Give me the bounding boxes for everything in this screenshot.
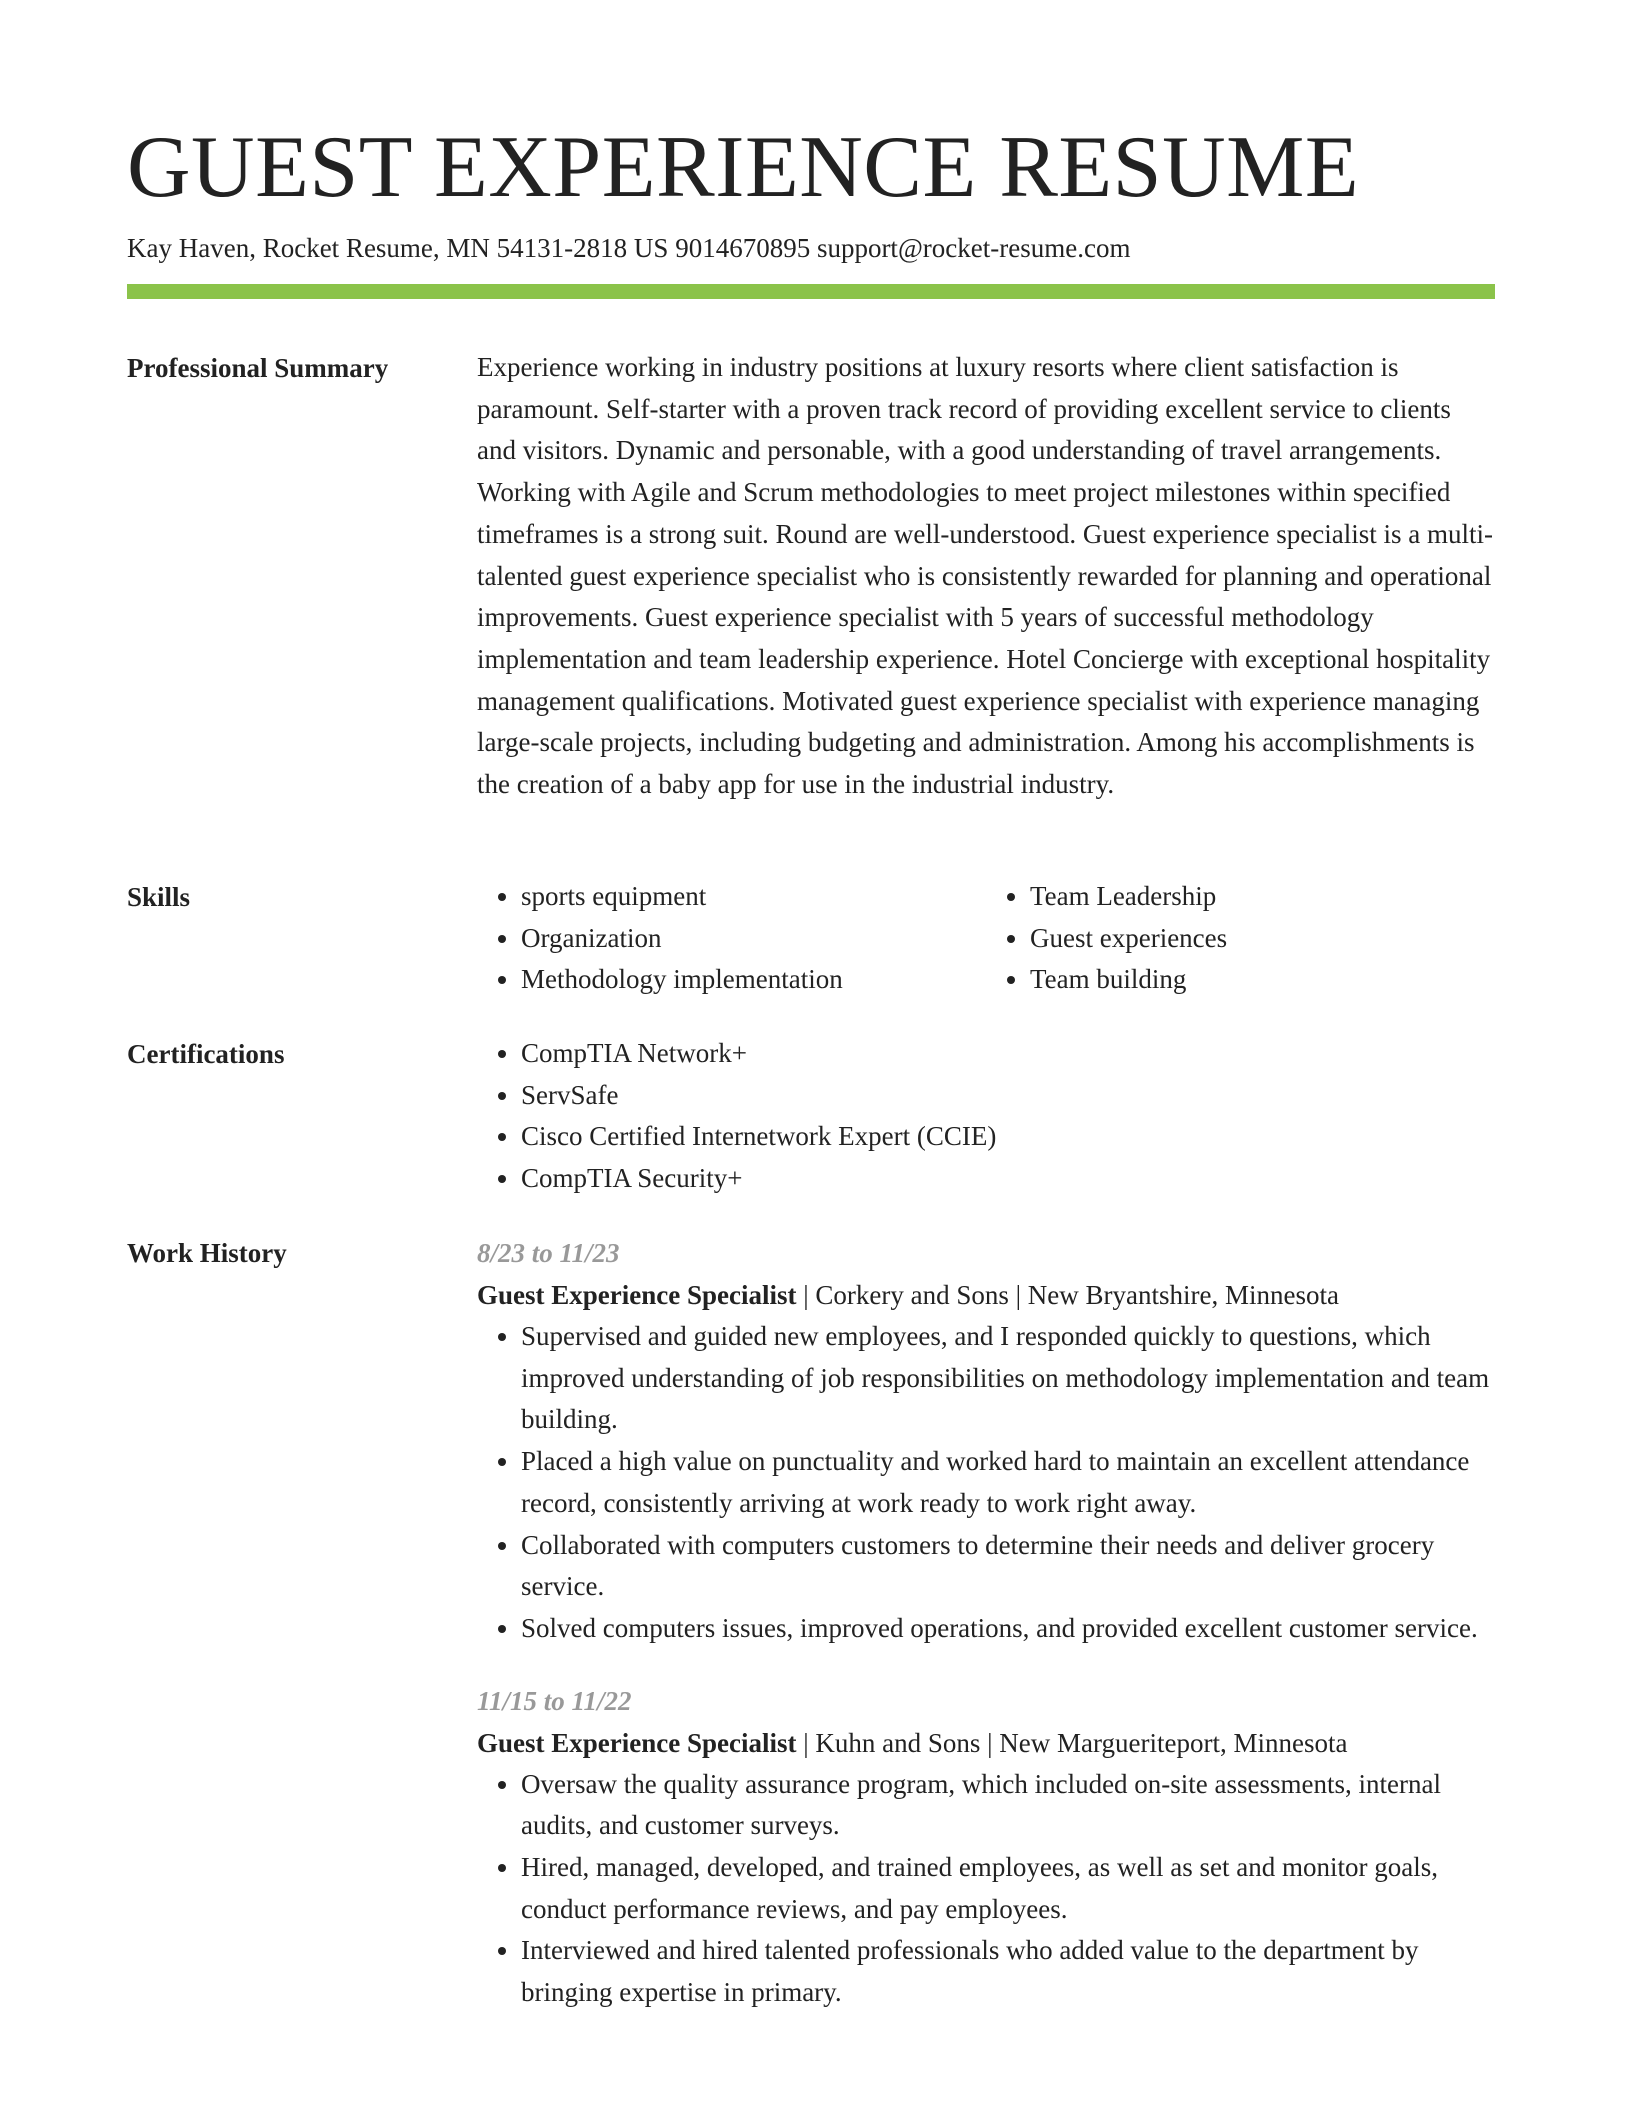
job-details: | Corkery and Sons | New Bryantshire, Minnesota <box>796 1280 1339 1310</box>
certifications-list <box>477 1033 1495 1200</box>
job-bullet: • Interviewed and hired talented professionals who added value to the department by bringing expertise in primary. <box>521 1930 1495 2013</box>
job-title: Guest Experience Specialist <box>477 1280 797 1310</box>
job-bullet: • Supervised and guided new employees, and I responded quickly to questions, which improved understanding of job responsibilities on methodology implementation and team building. <box>521 1316 1495 1441</box>
job-bullets <box>477 1764 1495 2014</box>
job-details: | Kuhn and Sons | New Margueriteport, Minnesota <box>796 1727 1348 1758</box>
job-bullet: • Oversaw the quality assurance program, which included on-site assessments, internal audits, and customer surveys. <box>521 1764 1495 1847</box>
skills-list-left <box>477 876 986 1001</box>
work-history-body <box>477 1232 1495 2014</box>
certification-item: • CompTIA Network+ <box>521 1033 1495 1075</box>
skill-item: • Organization <box>521 918 986 960</box>
contact-name: Kay Haven, <box>127 233 256 263</box>
skill-item: • Team building <box>1030 959 1495 1001</box>
summary-text: Experience working in industry positions at luxury resorts where client satisfaction is paramount. Self-starter with a proven track record of providing excellent service to clients and visitors. Dynamic and personable, with a good understanding of travel arrangements. Working with Agile and Scrum methodologies to meet project milestones within specified timeframes is a strong suit. Round are well-understood. Guest experience specialist is a multi-talented guest experience specialist who is consistently rewarded for planning and operational improvements. Guest experience specialist with 5 years of successful methodology implementation and team leadership experience. Hotel Concierge with exceptional hospitality management qualifications. Motivated guest experience specialist with experience managing large-scale projects, including budgeting and administration. Among his accomplishments is the creation of a baby app for use in the industrial industry. <box>477 352 1493 800</box>
skill-item: • Guest experiences <box>1030 918 1495 960</box>
contact-email: support@rocket-resume.com <box>816 233 1131 263</box>
job-dates: 8/23 to 11/23 <box>477 1238 620 1268</box>
summary-label: Professional Summary <box>127 353 389 383</box>
skills-body <box>477 876 1495 1001</box>
certification-item: • ServSafe <box>521 1075 1495 1117</box>
contact-line <box>127 231 1130 265</box>
work-history-label: Work History <box>127 1238 287 1268</box>
job-bullets <box>477 1316 1495 1650</box>
job-bullet: • Collaborated with computers customers to determine their needs and deliver grocery service. <box>521 1525 1495 1608</box>
skill-item: • Methodology implementation <box>521 959 986 1001</box>
job-bullet: • Placed a high value on punctuality and worked hard to maintain an excellent attendance record, consistently arriving at work ready to work right away. <box>521 1441 1495 1524</box>
contact-address: Rocket Resume, MN 54131-2818 US <box>262 233 669 263</box>
job-heading <box>477 1722 1495 1764</box>
job-entry <box>477 1232 1495 1650</box>
accent-divider <box>127 284 1495 299</box>
job-title: Guest Experience Specialist <box>477 1727 797 1758</box>
certifications-label: Certifications <box>127 1039 285 1069</box>
job-dates: 11/15 to 11/22 <box>477 1685 632 1716</box>
summary-body <box>477 347 1495 806</box>
resume-title: GUEST EXPERIENCE RESUME <box>127 119 1360 216</box>
skills-list-right <box>986 876 1495 1001</box>
job-bullet: • Solved computers issues, improved operations, and provided excellent customer service. <box>521 1608 1495 1650</box>
skill-item: • Team Leadership <box>1030 876 1495 918</box>
certification-item: • Cisco Certified Internetwork Expert (CCIE) <box>521 1116 1495 1158</box>
contact-phone: 9014670895 <box>675 233 811 263</box>
job-heading <box>477 1274 1495 1316</box>
skills-label: Skills <box>127 882 191 912</box>
job-entry <box>477 1680 1495 2014</box>
certification-item: • CompTIA Security+ <box>521 1158 1495 1200</box>
job-bullet: • Hired, managed, developed, and trained employees, as well as set and monitor goals, conduct performance reviews, and pay employees. <box>521 1847 1495 1930</box>
skill-item: • sports equipment <box>521 876 986 918</box>
certifications-body <box>477 1033 1495 1200</box>
